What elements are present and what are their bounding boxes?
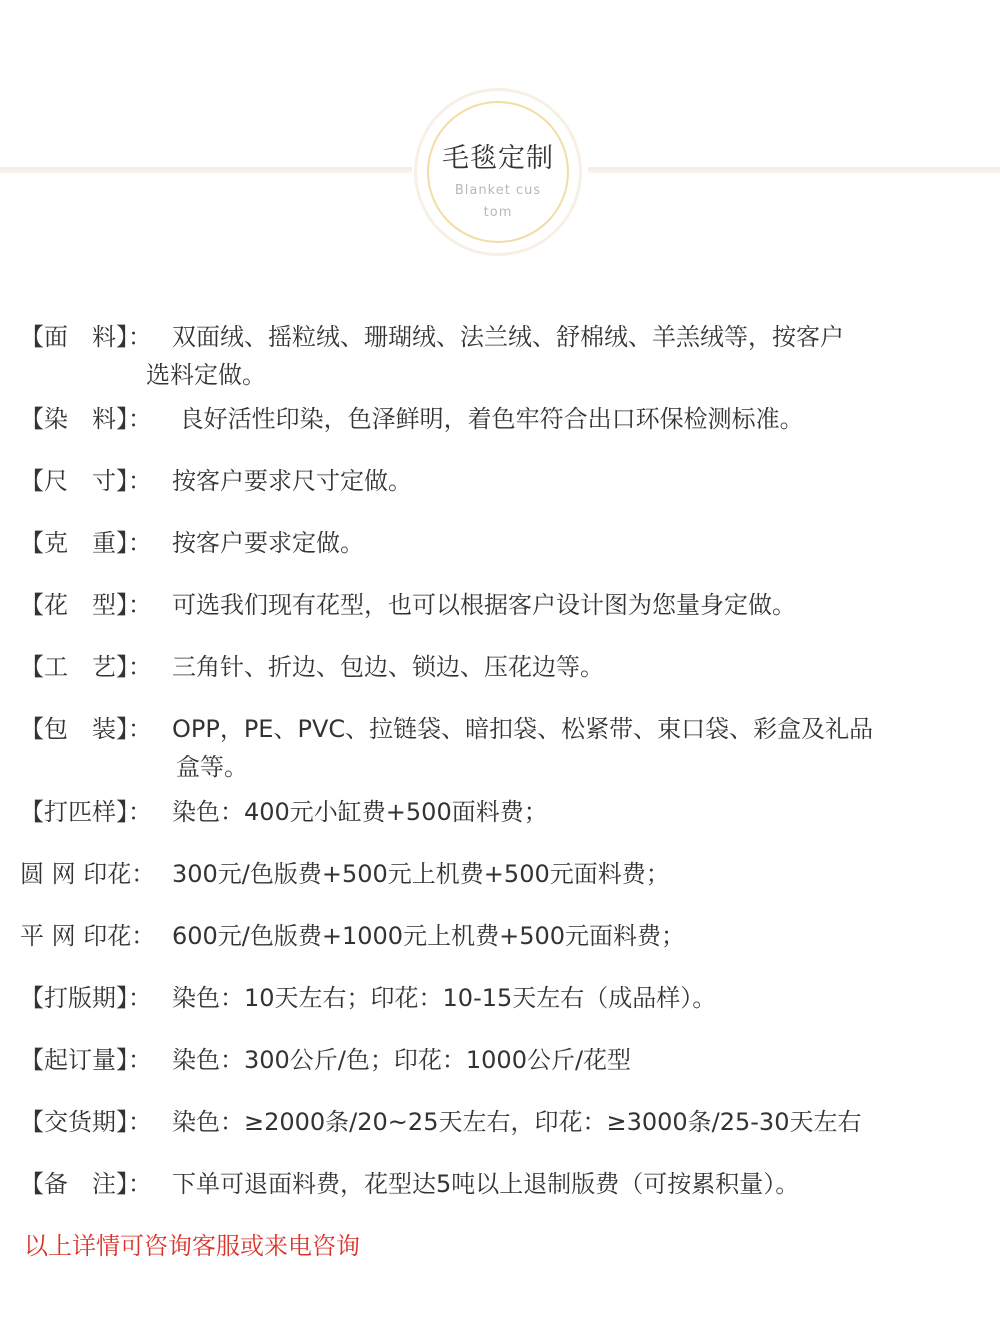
header-badge-area	[0, 0, 1000, 300]
spec-row-delivery	[20, 1103, 990, 1141]
spec-label: 【打匹样】：	[20, 798, 152, 826]
spec-row-sample	[20, 793, 990, 831]
spec-row-remarks	[20, 1165, 990, 1203]
spec-value: 染色：300公斤/色；印花：1000公斤/花型	[172, 1046, 632, 1074]
spec-label: 【花 型】：	[20, 591, 152, 619]
spec-row-fabric	[20, 318, 990, 356]
spec-label: 【面 料】：	[20, 323, 152, 351]
spec-label: 【染 料】：	[20, 405, 152, 433]
spec-label: 【尺 寸】：	[20, 467, 152, 495]
spec-label: 【打版期】：	[20, 984, 152, 1012]
spec-row-craft	[20, 648, 990, 686]
spec-value: 300元/色版费+500元上机费+500元面料费；	[172, 860, 670, 888]
spec-value: 双面绒、摇粒绒、珊瑚绒、法兰绒、舒棉绒、羊羔绒等，按客户	[172, 323, 844, 351]
spec-value: OPP，PE、PVC、拉链袋、暗扣袋、松紧带、束口袋、彩盒及礼品	[172, 715, 874, 743]
spec-value: 按客户要求定做。	[172, 529, 364, 557]
spec-label: 平 网 印花：	[20, 922, 156, 950]
spec-value: 染色：400元小缸费+500面料费；	[172, 798, 548, 826]
spec-row-moq	[20, 1041, 990, 1079]
spec-row-pattern	[20, 586, 990, 624]
spec-value-continued: 选料定做。	[146, 361, 266, 389]
spec-value: 下单可退面料费，花型达5吨以上退制版费（可按累积量）。	[172, 1170, 800, 1198]
spec-label: 【备 注】：	[20, 1170, 152, 1198]
spec-row-flat-print	[20, 917, 990, 955]
spec-value: 染色：≥2000条/20~25天左右，印花：≥3000条/25-30天左右	[172, 1108, 862, 1136]
spec-value: 600元/色版费+1000元上机费+500元面料费；	[172, 922, 685, 950]
spec-label: 【交货期】：	[20, 1108, 152, 1136]
spec-label: 圆 网 印花：	[20, 860, 156, 888]
spec-row-size	[20, 462, 990, 500]
spec-value-continued: 盒等。	[176, 753, 248, 781]
spec-label: 【克 重】：	[20, 529, 152, 557]
page-title: 毛毯定制	[442, 143, 554, 174]
spec-value: 三角针、折边、包边、锁边、压花边等。	[172, 653, 604, 681]
spec-row-packaging	[20, 710, 990, 748]
contact-note: 以上详情可咨询客服或来电咨询	[24, 1232, 360, 1260]
header-divider-left	[0, 167, 412, 173]
spec-label: 【起订量】：	[20, 1046, 152, 1074]
header-divider-right	[588, 167, 1000, 173]
spec-row-proof-time	[20, 979, 990, 1017]
spec-row-rotary-print	[20, 855, 990, 893]
spec-value: 按客户要求尺寸定做。	[172, 467, 412, 495]
spec-label: 【工 艺】：	[20, 653, 152, 681]
spec-label: 【包 装】：	[20, 715, 152, 743]
spec-row-weight	[20, 524, 990, 562]
spec-row-dye	[20, 400, 990, 438]
spec-value: 染色：10天左右；印花：10-15天左右（成品样）。	[172, 984, 717, 1012]
spec-value: 可选我们现有花型，也可以根据客户设计图为您量身定做。	[172, 591, 796, 619]
spec-value: 良好活性印染，色泽鲜明，着色牢符合出口环保检测标准。	[172, 405, 804, 433]
page-subtitle: Blanket custom	[454, 183, 542, 220]
